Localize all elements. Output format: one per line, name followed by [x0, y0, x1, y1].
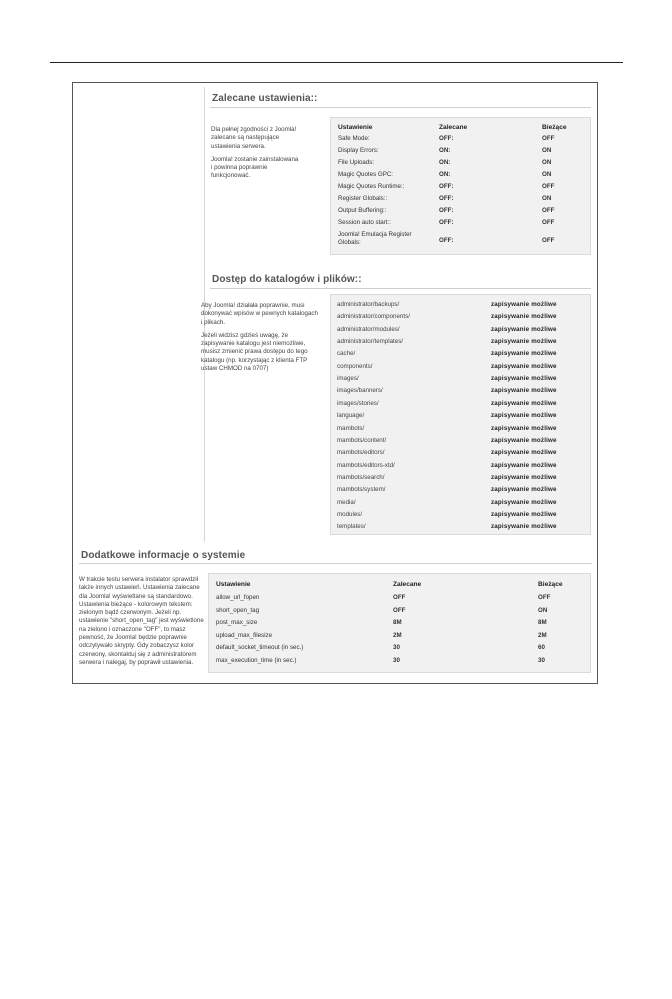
directory-path: media/: [337, 498, 356, 506]
recommended-value: ON:: [439, 147, 451, 154]
additional-info-panel: [208, 573, 591, 673]
directory-path: administrator/components/: [337, 313, 410, 321]
list-item: [337, 348, 592, 360]
recommended-value: OFF:: [439, 195, 454, 202]
writable-status: zapisywanie możliwe: [491, 424, 557, 432]
recommended-value: 30: [393, 644, 400, 652]
setting-name: File Uploads:: [338, 159, 375, 166]
list-item: [337, 509, 592, 521]
directory-path: modules/: [337, 510, 363, 518]
recommended-settings-panel: [330, 117, 591, 255]
setting-name: Magic Quotes GPC:: [338, 171, 394, 178]
directory-path: cache/: [337, 350, 356, 358]
writable-status: zapisywanie możliwe: [491, 338, 557, 346]
header-setting: Ustawienie: [216, 581, 251, 588]
list-item: [337, 398, 592, 410]
setting-name: allow_url_fopen: [216, 594, 260, 601]
recommended-desc-1: Dla pełnej zgodności z Joomla! zalecane są następujące ustawienia serwera.: [211, 126, 297, 150]
recommended-value: OFF:: [439, 135, 454, 142]
writable-status: zapisywanie możliwe: [491, 436, 557, 444]
writable-status: zapisywanie możliwe: [491, 473, 557, 481]
list-item: [337, 361, 592, 373]
setting-name: Output Buffering::: [338, 207, 387, 214]
directory-path: mambots/editors/: [337, 449, 385, 457]
directories-panel: [330, 294, 591, 535]
directories-desc-1: Aby Joomla! działała poprawnie, musi dokonywać wpisów w pewnych katalogach i plikach.: [201, 302, 318, 326]
writable-status: zapisywanie możliwe: [491, 412, 557, 420]
list-item: [337, 497, 592, 509]
current-value: 30: [538, 657, 545, 664]
setting-name: Safe Mode:: [338, 135, 370, 142]
directory-path: administrator/templates/: [337, 338, 404, 346]
setting-name: short_open_tag: [216, 606, 260, 614]
directory-path: mambots/content/: [337, 436, 387, 444]
header-recommended: Zalecane: [439, 124, 468, 131]
header-recommended: Zalecane: [393, 581, 422, 588]
current-value: ON: [542, 171, 552, 178]
directory-path: mambots/editors-xtd/: [337, 461, 395, 469]
list-item: [337, 460, 592, 472]
setting-name: post_max_size: [216, 619, 258, 627]
recommended-value: ON:: [439, 171, 451, 178]
recommended-value: 2M: [393, 631, 402, 639]
writable-status: zapisywanie możliwe: [491, 301, 557, 308]
recommended-settings-title: Zalecane ustawienia::: [212, 93, 318, 104]
additional-info-title: Dodatkowe informacje o systemie: [81, 550, 246, 561]
directories-description: [201, 302, 321, 378]
setting-name: Joomla! Emulacja Register Globals:: [338, 231, 412, 246]
writable-status: zapisywanie możliwe: [491, 350, 557, 358]
directory-path: images/stories/: [337, 399, 379, 407]
setting-name: default_socket_timeout (in sec.): [216, 644, 304, 652]
writable-status: zapisywanie możliwe: [491, 461, 557, 469]
directory-path: mambots/search/: [337, 473, 385, 481]
list-item: [337, 484, 592, 496]
directory-path: images/banners/: [337, 387, 383, 395]
directory-path: language/: [337, 412, 365, 420]
list-item: [337, 472, 592, 484]
list-item: [337, 410, 592, 422]
current-value: ON: [542, 159, 552, 166]
header-current: Bieżące: [538, 581, 563, 588]
writable-status: zapisywanie możliwe: [491, 313, 557, 321]
recommended-desc-2: Joomla! zostanie zainstalowana i powinna poprawnie funkcjonować.: [211, 155, 299, 180]
current-value: OFF: [542, 207, 555, 214]
directories-desc-2: Jeżeli widzisz gdzieś uwagę, że zapisywanie katalogu jest niemożliwe, musisz zmienić prawa dostępu do tego katalogu (np. korzystając z klienta FTP ustaw CHMOD na 0707): [201, 331, 308, 373]
directory-path: images/: [337, 375, 359, 383]
directory-path: mambots/system/: [337, 486, 386, 494]
header-setting: Ustawienie: [338, 124, 373, 131]
current-value: 2M: [538, 631, 547, 639]
setting-name: upload_max_filesize: [216, 631, 273, 639]
writable-status: zapisywanie możliwe: [491, 362, 557, 370]
list-item: [337, 447, 592, 459]
current-value: OFF: [542, 237, 555, 244]
writable-status: zapisywanie możliwe: [491, 387, 557, 395]
recommended-value: OFF:: [439, 219, 454, 226]
directories-title: Dostęp do katalogów i plików::: [212, 274, 362, 285]
current-value: OFF: [542, 135, 555, 142]
writable-status: zapisywanie możliwe: [491, 325, 557, 333]
writable-status: zapisywanie możliwe: [491, 523, 557, 531]
installer-screenshot-frame: [72, 82, 598, 684]
list-item: [337, 336, 592, 348]
writable-status: zapisywanie możliwe: [491, 498, 557, 506]
directory-path: administrator/modules/: [337, 325, 400, 333]
list-item: [337, 435, 592, 447]
list-item: [337, 385, 592, 397]
current-value: OFF: [542, 219, 555, 226]
current-value: 60: [538, 644, 545, 652]
current-value: OFF: [538, 594, 551, 601]
recommended-settings-rule: [210, 107, 591, 108]
setting-name: Display Errors:: [338, 147, 379, 154]
list-item: [337, 299, 592, 311]
recommended-value: 8M: [393, 619, 402, 627]
directories-rule: [210, 288, 591, 289]
recommended-value: OFF:: [439, 207, 454, 214]
list-item: [337, 324, 592, 336]
writable-status: zapisywanie możliwe: [491, 510, 557, 518]
current-value: ON: [538, 606, 548, 614]
directory-path: administrator/backups/: [337, 301, 400, 308]
writable-status: zapisywanie możliwe: [491, 486, 557, 494]
list-item: [337, 373, 592, 385]
directory-path: components/: [337, 362, 373, 370]
current-value: OFF: [542, 183, 555, 190]
recommended-value: OFF:: [439, 183, 454, 190]
recommended-value: ON:: [439, 159, 451, 166]
additional-info-description: W trakcie testu serwera instalator sprawdził także innych ustawień. Ustawienia zalecane dla Joomla! wyświetlane są standardowo. Ustawienia bieżące - kolorowym tekstem: zielonym bądź czerwonym. Jeżeli np. ustawienie "short_open_tag" jest wyświetlone na zielono i oznaczone "OFF", to masz pewność, że Joomla! będzie poprawnie odczytywało skrypty. Gdy zobaczysz kolor czerwony, skontaktuj się z administratorem serwera i nalegaj, by poprawił ustawienia.: [79, 576, 204, 666]
recommended-value: OFF:: [439, 237, 454, 244]
current-value: ON: [542, 147, 552, 154]
setting-name: Register Globals::: [338, 195, 388, 202]
page-top-rule: [50, 62, 623, 63]
writable-status: zapisywanie możliwe: [491, 449, 557, 457]
recommended-value: OFF: [393, 594, 406, 601]
directory-path: templates/: [337, 523, 366, 531]
current-value: 8M: [538, 619, 547, 627]
list-item: [337, 311, 592, 323]
additional-info-rule: [79, 563, 592, 564]
header-current: Bieżące: [542, 124, 567, 131]
setting-name: Magic Quotes Runtime::: [338, 183, 405, 190]
setting-name: Session auto start::: [338, 219, 391, 226]
setting-name: max_execution_time (in sec.): [216, 657, 297, 664]
list-item: [337, 423, 592, 435]
writable-status: zapisywanie możliwe: [491, 375, 557, 383]
recommended-value: 30: [393, 657, 400, 664]
recommended-value: OFF: [393, 606, 406, 614]
list-item: [337, 521, 592, 533]
directory-path: mambots/: [337, 424, 365, 432]
writable-status: zapisywanie możliwe: [491, 399, 557, 407]
recommended-settings-description: [211, 126, 299, 186]
current-value: ON: [542, 195, 552, 202]
